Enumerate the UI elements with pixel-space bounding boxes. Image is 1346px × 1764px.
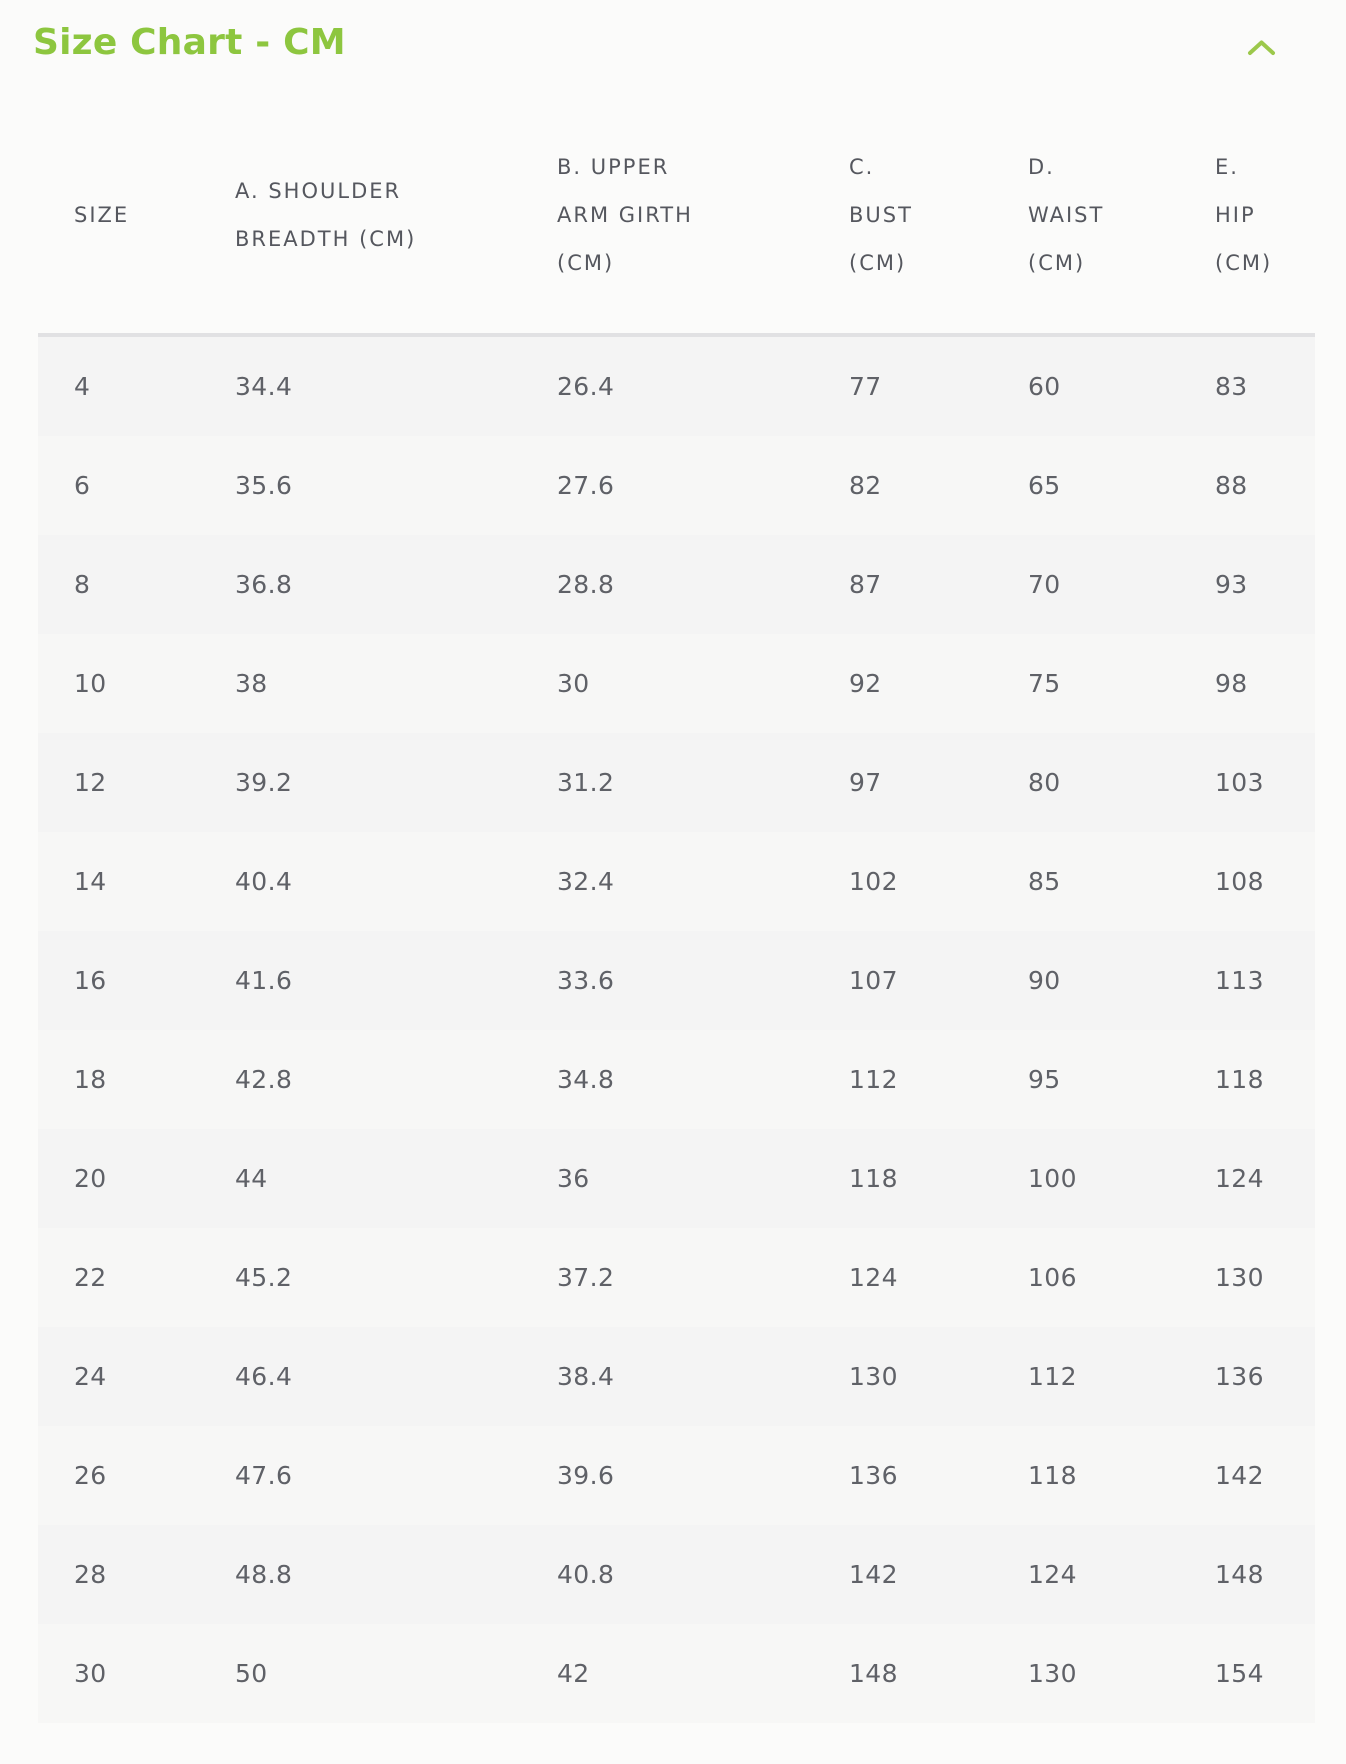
cell-arm: 40.8 [557, 1560, 615, 1589]
cell-size: 26 [74, 1461, 107, 1490]
header-line: A. SHOULDER [235, 178, 402, 203]
table-row [38, 832, 1315, 931]
size-table [38, 96, 1315, 1723]
table-row [38, 1624, 1315, 1723]
column-header-bust [813, 143, 992, 287]
cell-arm: 36 [557, 1164, 590, 1193]
cell-hip: 108 [1215, 867, 1264, 896]
cell-bust: 97 [849, 768, 882, 797]
cell-bust: 82 [849, 471, 882, 500]
cell-size: 22 [74, 1263, 107, 1292]
cell-bust: 136 [849, 1461, 898, 1490]
header-line: B. UPPER [557, 154, 670, 179]
collapse-button[interactable] [1242, 34, 1280, 62]
cell-bust: 102 [849, 867, 898, 896]
cell-bust: 130 [849, 1362, 898, 1391]
header-line: (CM) [557, 250, 615, 275]
cell-hip: 103 [1215, 768, 1264, 797]
size-table-body [38, 333, 1315, 1723]
column-header-size [38, 191, 199, 239]
cell-waist: 80 [1028, 768, 1061, 797]
column-header-hip [1179, 143, 1315, 287]
column-header-upper-arm-girth [521, 143, 813, 287]
cell-shoulder: 35.6 [235, 471, 293, 500]
cell-waist: 130 [1028, 1659, 1077, 1688]
cell-hip: 98 [1215, 669, 1248, 698]
table-row [38, 436, 1315, 535]
cell-shoulder: 42.8 [235, 1065, 293, 1094]
section-header[interactable] [0, 0, 1346, 96]
cell-bust: 77 [849, 372, 882, 401]
cell-waist: 118 [1028, 1461, 1077, 1490]
cell-bust: 124 [849, 1263, 898, 1292]
table-row [38, 733, 1315, 832]
cell-waist: 85 [1028, 867, 1061, 896]
cell-bust: 112 [849, 1065, 898, 1094]
chevron-up-icon [1246, 39, 1277, 57]
table-row [38, 1426, 1315, 1525]
header-line: ARM GIRTH [557, 202, 693, 227]
header-line: (CM) [849, 250, 907, 275]
cell-bust: 107 [849, 966, 898, 995]
cell-bust: 142 [849, 1560, 898, 1589]
cell-waist: 95 [1028, 1065, 1061, 1094]
cell-hip: 113 [1215, 966, 1264, 995]
cell-arm: 38.4 [557, 1362, 615, 1391]
cell-arm: 32.4 [557, 867, 615, 896]
cell-waist: 124 [1028, 1560, 1077, 1589]
cell-hip: 148 [1215, 1560, 1264, 1589]
column-header-shoulder-breadth [199, 167, 521, 263]
cell-hip: 88 [1215, 471, 1248, 500]
section-title: Size Chart - CM [33, 22, 346, 63]
cell-shoulder: 39.2 [235, 768, 293, 797]
table-row [38, 1228, 1315, 1327]
cell-size: 8 [74, 570, 91, 599]
header-line: D. [1028, 154, 1055, 179]
cell-size: 16 [74, 966, 107, 995]
cell-bust: 87 [849, 570, 882, 599]
header-line: (CM) [1215, 250, 1273, 275]
table-row [38, 1327, 1315, 1426]
cell-size: 14 [74, 867, 107, 896]
cell-hip: 154 [1215, 1659, 1264, 1688]
cell-size: 6 [74, 471, 91, 500]
cell-arm: 33.6 [557, 966, 615, 995]
column-header-waist [992, 143, 1179, 287]
header-line: E. [1215, 154, 1239, 179]
cell-waist: 112 [1028, 1362, 1077, 1391]
header-line: SIZE [74, 202, 130, 227]
cell-arm: 27.6 [557, 471, 615, 500]
table-row [38, 337, 1315, 436]
table-row [38, 1030, 1315, 1129]
cell-shoulder: 44 [235, 1164, 268, 1193]
cell-size: 20 [74, 1164, 107, 1193]
cell-waist: 65 [1028, 471, 1061, 500]
cell-arm: 39.6 [557, 1461, 615, 1490]
header-line: BUST [849, 202, 913, 227]
cell-waist: 106 [1028, 1263, 1077, 1292]
cell-hip: 136 [1215, 1362, 1264, 1391]
cell-bust: 148 [849, 1659, 898, 1688]
cell-shoulder: 34.4 [235, 372, 293, 401]
cell-waist: 70 [1028, 570, 1061, 599]
table-row [38, 931, 1315, 1030]
cell-arm: 31.2 [557, 768, 615, 797]
cell-hip: 93 [1215, 570, 1248, 599]
cell-size: 24 [74, 1362, 107, 1391]
cell-waist: 60 [1028, 372, 1061, 401]
cell-arm: 26.4 [557, 372, 615, 401]
cell-arm: 37.2 [557, 1263, 615, 1292]
table-row [38, 634, 1315, 733]
cell-shoulder: 46.4 [235, 1362, 293, 1391]
cell-bust: 118 [849, 1164, 898, 1193]
cell-shoulder: 48.8 [235, 1560, 293, 1589]
table-row [38, 1129, 1315, 1228]
cell-arm: 34.8 [557, 1065, 615, 1094]
cell-shoulder: 47.6 [235, 1461, 293, 1490]
cell-arm: 28.8 [557, 570, 615, 599]
cell-shoulder: 38 [235, 669, 268, 698]
cell-shoulder: 45.2 [235, 1263, 293, 1292]
header-line: HIP [1215, 202, 1256, 227]
cell-waist: 100 [1028, 1164, 1077, 1193]
header-line: C. [849, 154, 875, 179]
cell-size: 30 [74, 1659, 107, 1688]
header-line: BREADTH (CM) [235, 226, 417, 251]
cell-waist: 75 [1028, 669, 1061, 698]
cell-bust: 92 [849, 669, 882, 698]
cell-hip: 124 [1215, 1164, 1264, 1193]
cell-shoulder: 50 [235, 1659, 268, 1688]
table-header-row [38, 96, 1315, 333]
cell-hip: 142 [1215, 1461, 1264, 1490]
header-line: (CM) [1028, 250, 1086, 275]
table-row [38, 1525, 1315, 1624]
cell-hip: 83 [1215, 372, 1248, 401]
cell-hip: 118 [1215, 1065, 1264, 1094]
cell-size: 12 [74, 768, 107, 797]
cell-size: 10 [74, 669, 107, 698]
table-row [38, 535, 1315, 634]
cell-arm: 42 [557, 1659, 590, 1688]
cell-shoulder: 40.4 [235, 867, 293, 896]
cell-shoulder: 41.6 [235, 966, 293, 995]
cell-arm: 30 [557, 669, 590, 698]
header-line: WAIST [1028, 202, 1105, 227]
cell-waist: 90 [1028, 966, 1061, 995]
cell-size: 28 [74, 1560, 107, 1589]
cell-shoulder: 36.8 [235, 570, 293, 599]
cell-hip: 130 [1215, 1263, 1264, 1292]
cell-size: 4 [74, 372, 91, 401]
cell-size: 18 [74, 1065, 107, 1094]
